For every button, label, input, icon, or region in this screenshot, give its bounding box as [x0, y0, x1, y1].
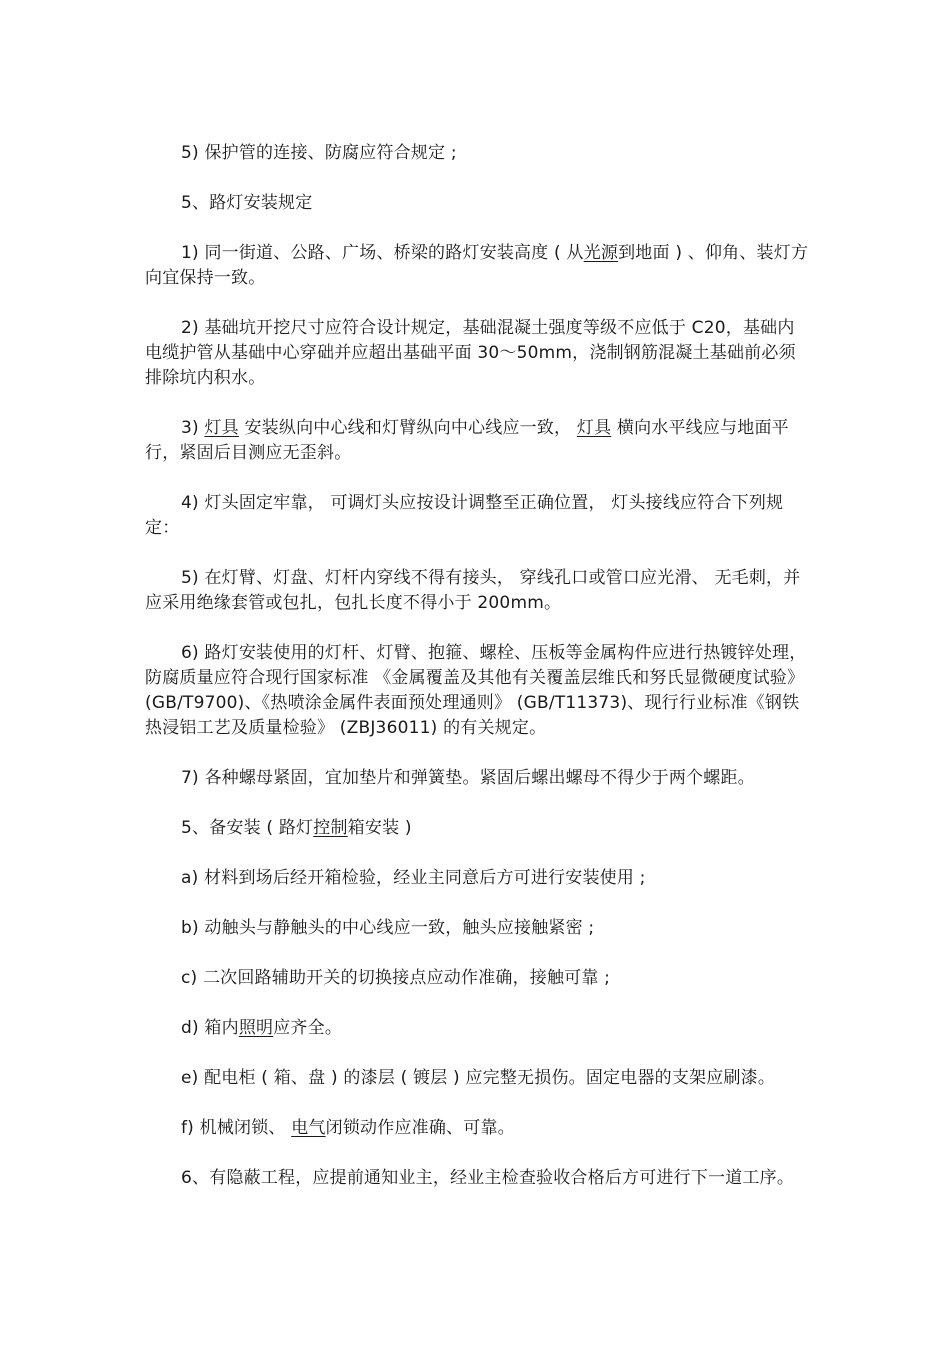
paragraph-nut-fastening	[145, 766, 810, 791]
paragraph-fixture-alignment	[145, 416, 810, 466]
text-segment: 1) 同一街道、公路、广场、桥梁的路灯安装高度 ( 从	[181, 243, 584, 263]
text-segment: d) 箱内	[181, 1018, 239, 1038]
link-fixture: 灯具	[204, 418, 239, 438]
paragraph-protection-pipe	[145, 141, 810, 166]
text-segment: f) 机械闭锁、	[181, 1118, 292, 1138]
paragraph-wiring	[145, 566, 810, 616]
text-segment: 5) 保护管的连接、防腐应符合规定 ;	[181, 143, 457, 163]
item-f-interlock	[145, 1116, 810, 1141]
paragraph-install-height	[145, 241, 810, 291]
text-segment: b) 动触头与静触头的中心线应一致，触头应接触紧密 ;	[181, 918, 595, 938]
text-segment: 3)	[181, 418, 205, 438]
link-fixture: 灯具	[576, 418, 612, 438]
text-segment: 到地面 ) 、仰角、装灯方向宜保持一致。	[145, 243, 809, 288]
heading-streetlight-install	[145, 191, 810, 216]
item-a-inspection	[145, 866, 810, 891]
text-segment: 安装纵向中心线和灯臂纵向中心线应一致，	[238, 418, 577, 438]
text-segment: 2) 基础坑开挖尺寸应符合设计规定，基础混凝土强度等级不应低于 C20，基础内电缆护管从基础中心穿础并应超出基础平面 30～50mm，浇制钢筋混凝土基础前必须排除坑内积水。	[145, 318, 796, 388]
text-segment: 7) 各种螺母紧固，宜加垫片和弹簧垫。紧固后螺出螺母不得少于两个螺距。	[181, 768, 755, 788]
item-e-paint	[145, 1066, 810, 1091]
text-segment: 箱安装 )	[347, 818, 412, 838]
link-control: 控制	[313, 818, 348, 838]
text-segment: 5) 在灯臂、灯盘、灯杆内穿线不得有接头， 穿线孔口或管口应光滑、 无毛刺，并应采用绝缘套管或包扎，包扎长度不得小于 200mm。	[145, 568, 801, 613]
text-segment: 5、备安装 ( 路灯	[181, 818, 314, 838]
text-segment: 5、路灯安装规定	[181, 193, 313, 213]
link-electrical: 电气	[291, 1118, 326, 1138]
paragraph-foundation-pit	[145, 316, 810, 391]
text-segment: 横向水平线应与地面平行，紧固后目测应无歪斜。	[145, 418, 789, 463]
paragraph-lamp-head	[145, 491, 810, 541]
text-segment: 6、有隐蔽工程，应提前通知业主，经业主检查验收合格后方可进行下一道工序。	[181, 1168, 795, 1188]
text-segment: a) 材料到场后经开箱检验，经业主同意后方可进行安装使用 ;	[181, 868, 646, 888]
text-segment: 闭锁动作应准确、可靠。	[325, 1118, 515, 1138]
text-segment: c) 二次回路辅助开关的切换接点应动作准确，接触可靠 ;	[181, 968, 611, 988]
link-lighting: 照明	[238, 1018, 274, 1038]
paragraph-galvanizing	[145, 641, 810, 741]
item-c-auxiliary-switch	[145, 966, 810, 991]
text-segment: 6) 路灯安装使用的灯杆、灯臂、抱箍、螺栓、压板等金属构件应进行热镀锌处理，防腐质量应符合现行国家标准 《金属覆盖及其他有关覆盖层维氏和努氏显微硬度试验》 (GB/T9700)、《热喷涂金属件表面预处理通则》 (GB/T11373)、现行行业标准《钢铁热浸铝工艺及质量检验》 (ZBJ36011) 的有关规定。	[145, 643, 807, 738]
text-segment: 应齐全。	[273, 1018, 343, 1038]
paragraph-concealed-work	[145, 1166, 810, 1191]
item-d-lighting	[145, 1016, 810, 1041]
link-light-source: 光源	[583, 243, 619, 263]
heading-equipment-install	[145, 816, 810, 841]
text-segment: 4) 灯头固定牢靠， 可调灯头应按设计调整至正确位置， 灯头接线应符合下列规定：	[145, 493, 784, 538]
item-b-contacts	[145, 916, 810, 941]
text-segment: e) 配电柜 ( 箱、盘 ) 的漆层 ( 镀层 ) 应完整无损伤。固定电器的支架应刷漆。	[181, 1068, 776, 1088]
